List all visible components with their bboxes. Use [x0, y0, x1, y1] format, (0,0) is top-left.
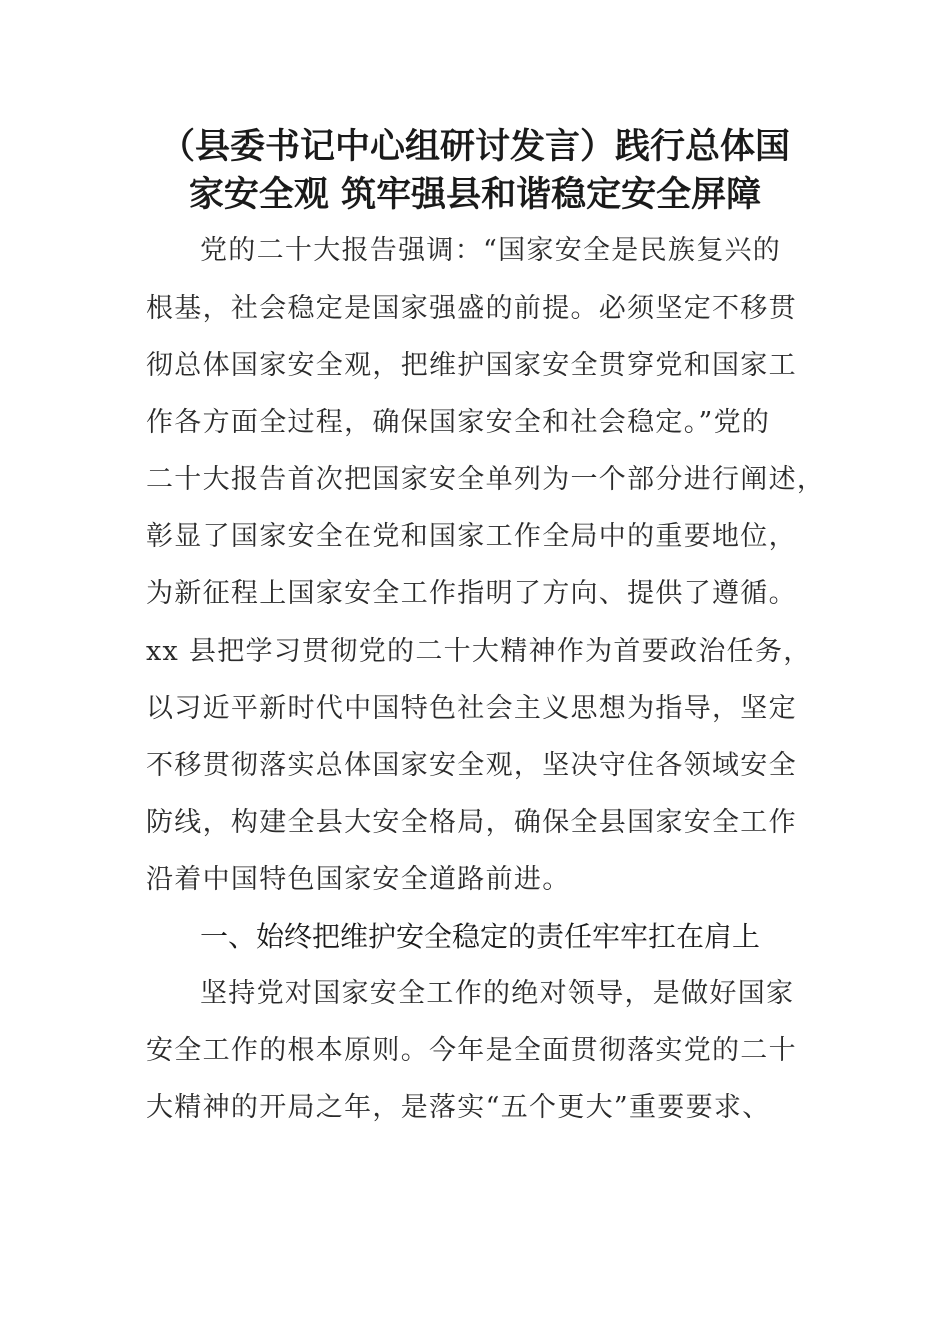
- paragraph-line: 二十大报告首次把国家安全单列为一个部分进行阐述，: [146, 464, 826, 495]
- paragraph-line: 作各方面全过程，确保国家安全和社会稳定。”党的: [146, 407, 771, 438]
- paragraph-line: 根基，社会稳定是国家强盛的前提。必须坚定不移贯: [146, 293, 797, 324]
- paragraph-line: 彰显了国家安全在党和国家工作全局中的重要地位，: [146, 521, 797, 552]
- section-heading: 一、始终把维护安全稳定的责任牢牢扛在肩上: [200, 920, 761, 953]
- paragraph-line: 沿着中国特色国家安全道路前进。: [146, 864, 571, 895]
- paragraph-line: 坚持党对国家安全工作的绝对领导，是做好国家: [200, 978, 795, 1009]
- paragraph-line: 安全工作的根本原则。今年是全面贯彻落实党的二十: [146, 1035, 797, 1066]
- document-title-line-1: （县委书记中心组研讨发言）践行总体国: [159, 127, 790, 167]
- paragraph-line: 大精神的开局之年，是落实“五个更大”重要要求、: [146, 1092, 771, 1123]
- paragraph-line: 防线，构建全县大安全格局，确保全县国家安全工作: [146, 807, 797, 838]
- paragraph-line: 不移贯彻落实总体国家安全观，坚决守住各领域安全: [146, 750, 797, 781]
- paragraph-line: 彻总体国家安全观，把维护国家安全贯穿党和国家工: [146, 350, 797, 381]
- paragraph-line: xx 县把学习贯彻党的二十大精神作为首要政治任务，: [146, 636, 812, 667]
- paragraph-line: 以习近平新时代中国特色社会主义思想为指导，坚定: [146, 693, 797, 724]
- paragraph-line: 为新征程上国家安全工作指明了方向、提供了遵循。: [146, 578, 797, 609]
- document-title-line-2: 家安全观 筑牢强县和谐稳定安全屏障: [188, 175, 762, 215]
- paragraph-line: 党的二十大报告强调：“国家安全是民族复兴的: [200, 235, 782, 266]
